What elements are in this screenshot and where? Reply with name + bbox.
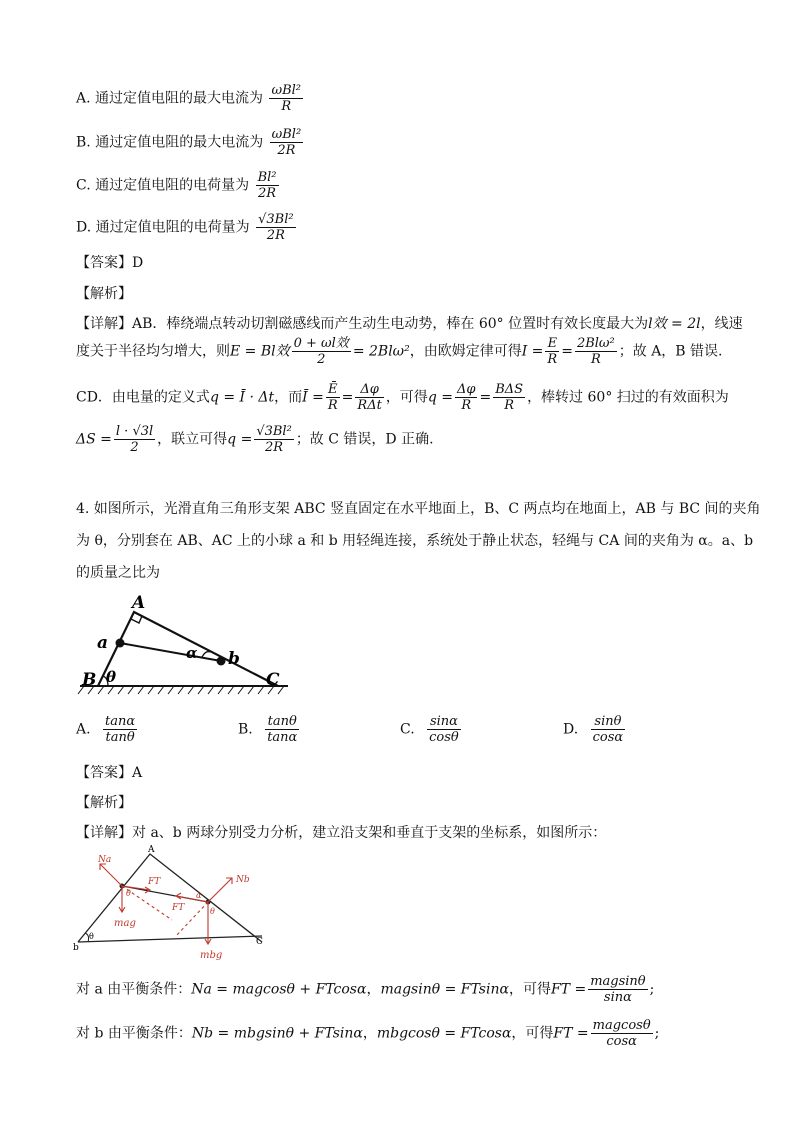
ball-b [217, 657, 226, 666]
option-a [76, 83, 305, 114]
option-d-label: D. 通过定值电阻的电荷量为 [76, 219, 250, 236]
force-diagram [72, 840, 272, 970]
q3-detail-line2: 度关于半径均匀增大，则E = Bl效 $\frac{\text{0 + ωl效}}{2}$ = 2Blω²，由欧姆定律可得I = $\frac{E}{R}$ = $\frac{\text{2Blω²}}{R}$ ；故 A，B 错误. [76, 336, 723, 367]
q4-option-c: C. $\frac{\sin\alpha}{\cos\theta}$ [400, 714, 459, 745]
svg-text:A: A [132, 593, 146, 613]
q4-detail-line: 【详解】对 a、b 两球分别受力分析，建立沿支架和垂直于支架的坐标系，如图所示： [76, 825, 607, 841]
q4-option-d: D. $\frac{\sin\theta}{\cos\alpha}$ [563, 714, 624, 745]
svg-text:C: C [266, 670, 280, 690]
triangle-figure [70, 590, 300, 700]
option-b-label: B. 通过定值电阻的最大电流为 [76, 134, 264, 151]
svg-text:θ: θ [89, 932, 94, 941]
svg-text:b: b [73, 943, 79, 953]
q3-detail-line1: 【详解】AB．棒绕端点转动切割磁感线而产生动生电动势，棒在 60° 位置时有效长度最大为l效 = 2l，线速 [76, 316, 743, 332]
svg-text:θ: θ [106, 668, 117, 686]
eq-b: 对 b 由平衡条件：Nb = mbgsinθ + FTsinα，mbgcosθ = FTcosα，可得FT = $\frac{\text{magcosθ}}{\cos\alpha}$ ; [76, 1018, 660, 1049]
eq-a: 对 a 由平衡条件：Na = magcosθ + FTcosα，magsinθ = FTsinα，可得FT = $\frac{\text{magsinθ}}{\sin\alpha}$ ; [76, 974, 655, 1005]
q4-analysis-label: 【解析】 [76, 795, 132, 811]
q3-detail-line4: ΔS = $\frac{l \cdot √3l}{2}$ ，联立可得q = $\frac{\text{√3Bl²}}{2R}$ ；故 C 错误，D 正确. [76, 424, 434, 455]
option-b-fraction: $\frac{\text{ωBl²}}{2R}$ [271, 127, 302, 158]
option-c-fraction: $\frac{\text{Bl²}}{2R}$ [257, 170, 277, 201]
q4-answer: 【答案】A [76, 765, 143, 781]
option-a-fraction: $\frac{\text{ωBl²}}{R}$ [271, 83, 301, 114]
q3-answer: 【答案】D [76, 255, 144, 271]
svg-text:Nb: Nb [236, 875, 250, 885]
q4-text-line3: 的质量之比为 [76, 565, 160, 581]
option-d-fraction: $\frac{\text{√3Bl²}}{2R}$ [258, 212, 294, 243]
svg-text:A: A [148, 845, 155, 855]
q3-detail-line3: CD．由电量的定义式q = Ī · Δt，而Ī = $\frac{Ē}{R}$ = $\frac{\Delta\varphi}{\text{RΔt}}$ ，可得q = $\frac{\Delta\varphi}{R}$ = $\frac{\text{BΔS}}{R}$ ，棒转过 60° 扫过的有效面积为 [76, 382, 729, 413]
q3-analysis-label: 【解析】 [76, 286, 132, 302]
svg-text:θ: θ [210, 907, 215, 916]
option-b [76, 127, 305, 158]
svg-text:mbg: mbg [200, 950, 223, 961]
svg-text:θ: θ [126, 889, 131, 898]
svg-text:mag: mag [114, 918, 136, 929]
q4-text-line2: 为 θ，分别套在 AB、AC 上的小球 a 和 b 用轻绳连接，系统处于静止状态，轻绳与 CA 间的夹角为 α。a、b [76, 533, 754, 549]
option-a-label: A. 通过定值电阻的最大电流为 [76, 90, 264, 107]
svg-text:α: α [196, 891, 202, 900]
q4-option-a: A. $\frac{\tan\alpha}{\tan\theta}$ [76, 714, 136, 745]
option-d [76, 212, 298, 243]
svg-text:FT: FT [148, 877, 161, 887]
svg-text:a: a [97, 633, 109, 653]
ball-a [116, 639, 125, 648]
svg-text:FT: FT [172, 903, 185, 913]
option-c [76, 170, 281, 201]
svg-text:Na: Na [98, 855, 112, 865]
svg-text:α: α [186, 644, 198, 662]
q4-option-b: B. $\frac{\tan\theta}{\tan\alpha}$ [238, 714, 298, 745]
svg-text:C: C [256, 937, 263, 947]
svg-text:b: b [228, 649, 240, 669]
svg-text:B: B [82, 670, 97, 690]
q4-text-line1: 4. 如图所示，光滑直角三角形支架 ABC 竖直固定在水平地面上，B、C 两点均在地面上，AB 与 BC 间的夹角 [76, 501, 761, 517]
option-c-label: C. 通过定值电阻的电荷量为 [76, 177, 250, 194]
